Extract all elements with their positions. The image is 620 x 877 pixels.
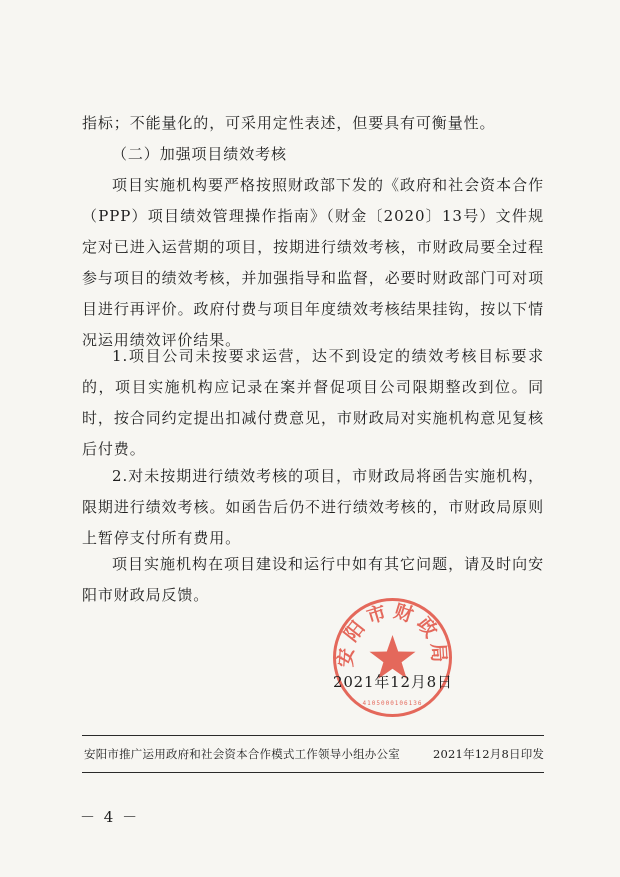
section-heading: （二）加强项目绩效考核 [112,145,287,163]
svg-text:安阳市财政局: 安阳市财政局 [334,600,451,668]
footer-rule-top [82,735,544,736]
paragraph-feedback: 项目实施机构在项目建设和运行中如有其它问题，请及时向安阳市财政局反馈。 [82,555,544,604]
signature-date: 2021年12月8日 [333,673,453,691]
page-number: － 4 － [80,808,140,826]
paragraph-item-1: 1.项目公司未按要求运营，达不到设定的绩效考核目标要求的，项目实施机构应记录在案并督促项目公司限期整改到位。同时，按合同约定提出扣减付费意见，市财政局对实施机构意见复核后付费。 [82,347,544,458]
paragraph-requirements: 项目实施机构要严格按照财政部下发的《政府和社会资本合作（PPP）项目绩效管理操作指南》（财金〔2020〕13号）文件规定对已进入运营期的项目，按期进行绩效考核，市财政局要全过程参与项目的绩效考核，并加强指导和监督，必要时财政部门可对项目进行再评价。政府付费与项目年度绩效考核结果挂钩，按以下情况运用绩效评价结果。 [82,176,544,349]
footer-issued-date: 2021年12月8日印发 [433,747,545,761]
official-seal [330,595,455,720]
footer-issuer: 安阳市推广运用政府和社会资本合作模式工作领导小组办公室 [84,747,400,761]
svg-text:4105000106136: 4105000106136 [362,700,423,707]
paragraph-item-2: 2.对未按期进行绩效考核的项目，市财政局将函告实施机构，限期进行绩效考核。如函告后仍不进行绩效考核的，市财政局原则上暂停支付所有费用。 [82,467,544,547]
footer-rule-bottom [82,772,544,773]
paragraph-indicators: 指标；不能量化的，可采用定性表述，但要具有可衡量性。 [82,114,496,132]
